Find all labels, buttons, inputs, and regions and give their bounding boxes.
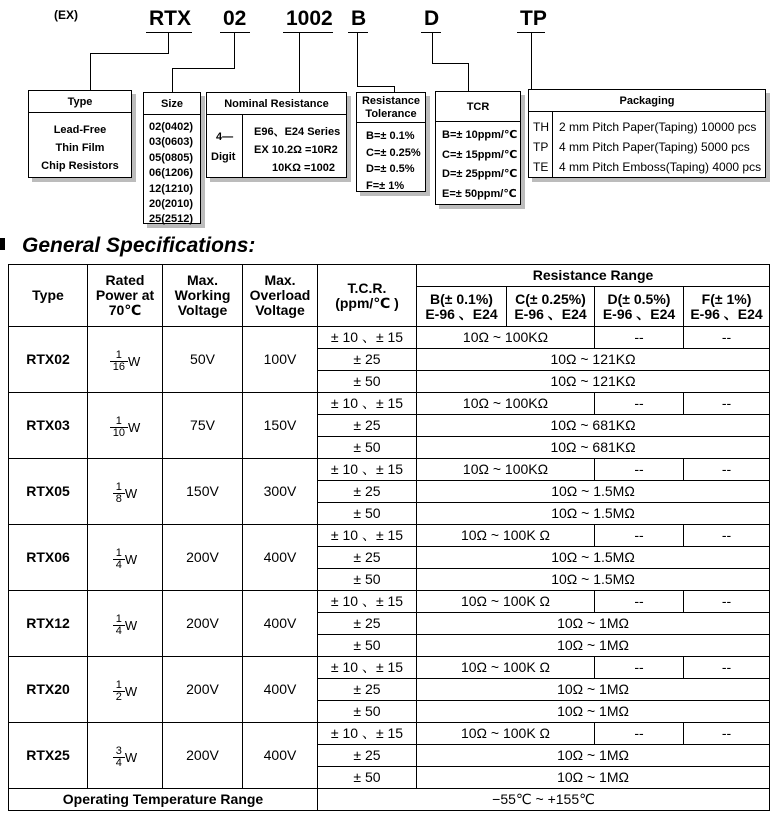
row-tcr: ± 50 [318, 635, 417, 657]
row-range-all: 10Ω ~ 1.5MΩ [417, 569, 770, 591]
header-overload-voltage: Max. Overload Voltage [243, 265, 318, 327]
row-working-voltage: 200V [163, 723, 243, 789]
tolerance-box [356, 92, 426, 192]
tcr-line: E=± 50ppm/℃ [442, 187, 517, 200]
nominal-left-bottom: Digit [211, 151, 236, 163]
row-range-d: -- [595, 327, 684, 349]
row-overload-voltage: 400V [243, 591, 318, 657]
power-numerator: 3 [113, 746, 125, 758]
row-tcr: ± 50 [318, 503, 417, 525]
row-range-all: 10Ω ~ 1MΩ [417, 767, 770, 789]
power-unit: W [124, 750, 138, 765]
power-unit: W [127, 420, 141, 435]
header-range-c: C(± 0.25%) E-96 、E24 [507, 287, 595, 327]
part-resistance: 1002 [286, 7, 333, 30]
power-denominator: 4 [115, 757, 122, 769]
size-line: 03(0603) [149, 136, 194, 149]
row-range-all: 10Ω ~ 681KΩ [417, 437, 770, 459]
power-numerator: 1 [113, 482, 125, 494]
row-tcr: ± 50 [318, 569, 417, 591]
size-box-title: Size [144, 93, 200, 115]
row-tcr: ± 10 、± 15 [318, 525, 417, 547]
section-title: General Specifications: [22, 234, 256, 257]
power-unit: W [124, 552, 138, 567]
row-tcr: ± 10 、± 15 [318, 657, 417, 679]
power-denominator: 4 [115, 559, 122, 571]
row-range-all: 10Ω ~ 1MΩ [417, 635, 770, 657]
row-tcr: ± 25 [318, 745, 417, 767]
row-range-f: -- [684, 723, 770, 745]
header-range-f: F(± 1%) E-96 、E24 [684, 287, 770, 327]
row-range-f: -- [684, 327, 770, 349]
row-tcr: ± 50 [318, 701, 417, 723]
row-range-all: 10Ω ~ 1.5MΩ [417, 503, 770, 525]
tolerance-title-2: Tolerance [365, 108, 417, 120]
tcr-box [435, 91, 521, 205]
power-denominator: 8 [115, 493, 122, 505]
power-unit: W [124, 684, 138, 699]
row-tcr: ± 50 [318, 767, 417, 789]
part-tolerance: B [351, 7, 367, 30]
row-range-all: 10Ω ~ 1MΩ [417, 679, 770, 701]
row-range-bc: 10Ω ~ 100KΩ [417, 459, 595, 481]
row-overload-voltage: 400V [243, 657, 318, 723]
header-working-voltage: Max. Working Voltage [163, 265, 243, 327]
spec-row [9, 393, 770, 415]
header-range-d: D(± 0.5%) E-96 、E24 [595, 287, 684, 327]
power-denominator: 16 [112, 361, 125, 373]
row-range-d: -- [595, 525, 684, 547]
size-line: 05(0805) [149, 151, 194, 164]
row-tcr: ± 10 、± 15 [318, 723, 417, 745]
nominal-left-top: 4— [216, 131, 234, 143]
spec-row [9, 591, 770, 613]
row-working-voltage: 200V [163, 657, 243, 723]
spec-row [9, 327, 770, 349]
spec-row [9, 525, 770, 547]
row-range-all: 10Ω ~ 1MΩ [417, 613, 770, 635]
row-power [88, 525, 163, 591]
tcr-box-title: TCR [436, 92, 520, 122]
packaging-box-title: Packaging [529, 90, 765, 112]
size-line: 25(2512) [149, 213, 194, 226]
row-overload-voltage: 300V [243, 459, 318, 525]
packaging-code: TH [533, 120, 549, 134]
nominal-resistance-box [206, 92, 347, 178]
row-overload-voltage: 100V [243, 327, 318, 393]
power-denominator: 2 [115, 691, 122, 703]
power-unit: W [124, 486, 138, 501]
packaging-desc: 4 mm Pitch Emboss(Taping) 4000 pcs [559, 160, 762, 174]
type-line: Lead-Free [53, 124, 107, 136]
row-range-all: 10Ω ~ 121KΩ [417, 349, 770, 371]
row-type: RTX12 [9, 591, 88, 657]
row-range-all: 10Ω ~ 1.5MΩ [417, 547, 770, 569]
row-range-f: -- [684, 393, 770, 415]
tolerance-title-1: Resistance [361, 95, 421, 107]
row-range-d: -- [595, 591, 684, 613]
power-unit: W [127, 354, 141, 369]
packaging-code: TP [533, 140, 549, 154]
row-tcr: ± 10 、± 15 [318, 327, 417, 349]
row-range-all: 10Ω ~ 121KΩ [417, 371, 770, 393]
row-tcr: ± 25 [318, 415, 417, 437]
packaging-code: TE [533, 160, 549, 174]
tolerance-line: F=± 1% [366, 179, 405, 192]
row-range-bc: 10Ω ~ 100K Ω [417, 525, 595, 547]
type-box-title: Type [29, 91, 131, 113]
row-range-bc: 10Ω ~ 100K Ω [417, 657, 595, 679]
tcr-line: C=± 15ppm/℃ [442, 148, 518, 161]
row-tcr: ± 10 、± 15 [318, 591, 417, 613]
nominal-line: EX 10.2Ω =10R2 [254, 144, 338, 156]
row-working-voltage: 75V [163, 393, 243, 459]
operating-temp-label: Operating Temperature Range [9, 789, 318, 811]
row-tcr: ± 10 、± 15 [318, 459, 417, 481]
row-range-all: 10Ω ~ 1MΩ [417, 745, 770, 767]
row-power [88, 459, 163, 525]
header-tcr: T.C.R. (ppm/℃ ) [318, 265, 417, 327]
type-box [28, 90, 132, 178]
nominal-box-title: Nominal Resistance [207, 93, 346, 115]
packaging-desc: 2 mm Pitch Paper(Taping) 10000 pcs [559, 120, 757, 134]
power-numerator: 1 [113, 614, 125, 626]
size-line: 20(2010) [149, 198, 194, 211]
row-tcr: ± 25 [318, 679, 417, 701]
row-range-d: -- [595, 723, 684, 745]
row-type: RTX06 [9, 525, 88, 591]
row-tcr: ± 25 [318, 349, 417, 371]
power-denominator: 10 [112, 427, 125, 439]
row-working-voltage: 150V [163, 459, 243, 525]
type-line: Thin Film [55, 142, 105, 154]
row-tcr: ± 25 [318, 481, 417, 503]
tcr-line: B=± 10ppm/℃ [442, 129, 518, 141]
example-label: (EX) [54, 8, 78, 22]
row-range-all: 10Ω ~ 1.5MΩ [417, 481, 770, 503]
size-line: 12(1210) [149, 182, 194, 195]
row-range-f: -- [684, 657, 770, 679]
part-tcr: D [424, 7, 440, 30]
row-overload-voltage: 400V [243, 525, 318, 591]
row-power [88, 657, 163, 723]
type-line: Chip Resistors [41, 160, 119, 172]
row-power [88, 327, 163, 393]
row-tcr: ± 25 [318, 547, 417, 569]
nominal-line: 10KΩ =1002 [272, 162, 335, 174]
operating-temp-value: −55℃ ~ +155℃ [318, 789, 770, 811]
row-working-voltage: 50V [163, 327, 243, 393]
row-working-voltage: 200V [163, 525, 243, 591]
power-numerator: 1 [110, 350, 128, 362]
row-overload-voltage: 150V [243, 393, 318, 459]
row-range-f: -- [684, 591, 770, 613]
header-resistance-range: Resistance Range [417, 265, 770, 287]
row-range-all: 10Ω ~ 1MΩ [417, 701, 770, 723]
row-power [88, 723, 163, 789]
row-type: RTX20 [9, 657, 88, 723]
row-working-voltage: 200V [163, 591, 243, 657]
spec-row [9, 657, 770, 679]
row-range-bc: 10Ω ~ 100KΩ [417, 327, 595, 349]
size-line: 06(1206) [149, 167, 194, 180]
row-type: RTX05 [9, 459, 88, 525]
section-bullet [0, 238, 5, 250]
power-numerator: 1 [113, 548, 125, 560]
row-range-bc: 10Ω ~ 100K Ω [417, 723, 595, 745]
packaging-box [528, 89, 766, 178]
row-range-bc: 10Ω ~ 100KΩ [417, 393, 595, 415]
row-type: RTX02 [9, 327, 88, 393]
size-box [143, 92, 201, 224]
row-type: RTX25 [9, 723, 88, 789]
spec-row [9, 723, 770, 745]
row-range-f: -- [684, 459, 770, 481]
part-size: 02 [223, 7, 247, 30]
spec-row [9, 459, 770, 481]
row-range-bc: 10Ω ~ 100K Ω [417, 591, 595, 613]
nominal-line: E96、E24 Series [254, 126, 341, 138]
header-power: Rated Power at 70℃ [88, 265, 163, 327]
row-range-d: -- [595, 657, 684, 679]
header-type: Type [9, 265, 88, 327]
row-tcr: ± 25 [318, 613, 417, 635]
tolerance-line: C=± 0.25% [366, 146, 421, 159]
row-type: RTX03 [9, 393, 88, 459]
row-range-all: 10Ω ~ 681KΩ [417, 415, 770, 437]
tolerance-line: D=± 0.5% [366, 163, 415, 175]
part-packaging: TP [520, 7, 547, 30]
row-range-f: -- [684, 525, 770, 547]
power-denominator: 4 [115, 625, 122, 637]
row-range-d: -- [595, 393, 684, 415]
power-numerator: 1 [110, 416, 128, 428]
row-range-d: -- [595, 459, 684, 481]
row-tcr: ± 10 、± 15 [318, 393, 417, 415]
part-series: RTX [149, 7, 191, 30]
packaging-desc: 4 mm Pitch Paper(Taping) 5000 pcs [559, 140, 750, 154]
tcr-line: D=± 25ppm/℃ [442, 168, 518, 180]
spec-table [8, 264, 770, 811]
row-tcr: ± 50 [318, 371, 417, 393]
row-power [88, 393, 163, 459]
row-power [88, 591, 163, 657]
size-line: 02(0402) [149, 121, 194, 133]
power-numerator: 1 [113, 680, 125, 692]
row-tcr: ± 50 [318, 437, 417, 459]
header-range-b: B(± 0.1%) E-96 、E24 [417, 287, 507, 327]
row-overload-voltage: 400V [243, 723, 318, 789]
power-unit: W [124, 618, 138, 633]
tolerance-line: B=± 0.1% [366, 130, 415, 142]
